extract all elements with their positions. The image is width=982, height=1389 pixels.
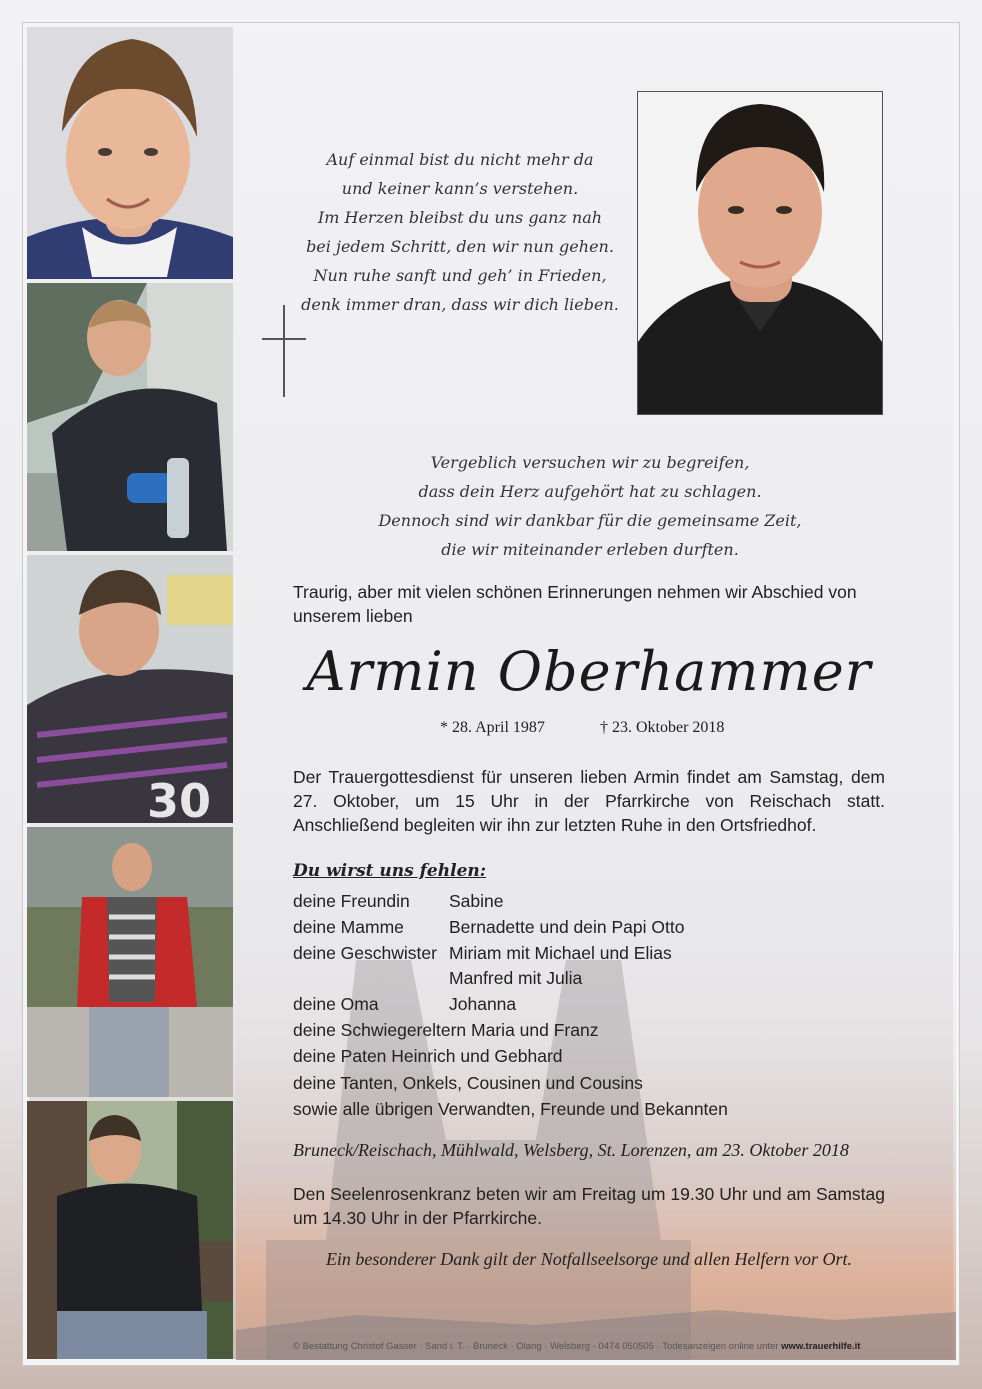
relative-row [293, 917, 684, 938]
relative-row [293, 994, 516, 1015]
service-text [293, 765, 885, 837]
relative-value: Heinrich und Gebhard [391, 1046, 563, 1066]
poem-middle [370, 448, 810, 564]
relative-label: sowie alle übrigen Verwandten, Freunde und Bekannten [293, 1099, 728, 1119]
relative-value: Bernadette und dein Papi Otto [449, 917, 685, 937]
poem-line: bei jedem Schritt, den wir nun gehen. [306, 237, 614, 256]
rosary-paragraph: Den Seelenrosenkranz beten wir am Freitag um 19.30 Uhr und am Samstag um 14.30 Uhr in der Pfarrkirche. [293, 1184, 885, 1228]
place-and-date: Bruneck/Reischach, Mühlwald, Welsberg, St. Lorenzen, am 23. Oktober 2018 [293, 1140, 849, 1160]
relative-row [293, 1099, 728, 1120]
fehlen-heading: Du wirst uns fehlen: [293, 861, 487, 881]
relative-row [293, 1073, 643, 1094]
poem-line: Nun ruhe sanft und geh’ in Frieden, [313, 266, 607, 285]
childhood-photo [27, 27, 233, 279]
main-portrait-photo [637, 91, 883, 415]
poem-line: dass dein Herz aufgehört hat zu schlagen. [418, 482, 762, 501]
intro-text: Traurig, aber mit vielen schönen Erinnerungen nehmen wir Abschied von unserem lieben [293, 582, 857, 626]
relative-row [293, 968, 582, 989]
relative-label: deine Freundin [293, 891, 410, 911]
poem-line: denk immer dran, dass wir dich lieben. [301, 295, 619, 314]
footer [293, 1341, 955, 1352]
relative-label: deine Paten [293, 1046, 387, 1066]
poem-line: Im Herzen bleibst du uns ganz nah [317, 208, 603, 227]
relative-row [293, 891, 504, 912]
svg-text:30: 30 [147, 774, 212, 823]
photo-terrace [27, 283, 233, 551]
footer-link[interactable]: www.trauerhilfe.it [781, 1341, 861, 1352]
relative-label: deine Mamme [293, 917, 404, 937]
relative-label: deine Geschwister [293, 943, 437, 963]
poem-line: Dennoch sind wir dankbar für die gemeinsame Zeit, [378, 511, 802, 530]
relative-label: deine Tanten, Onkels, Cousinen und Cousins [293, 1073, 643, 1093]
relative-row [293, 1020, 598, 1041]
service-paragraph: Der Trauergottesdienst für unseren lieben Armin findet am Samstag, dem 27. Oktober, um 15 Uhr in der Pfarrkirche von Reischach statt. Anschließend begleiten wir ihn zur letzten Ruhe in den Ortsfriedhof. [293, 767, 885, 835]
poem-line: die wir miteinander erleben durften. [441, 540, 739, 559]
photo-red-jacket [27, 827, 233, 1097]
relative-row [293, 1046, 563, 1067]
relative-row [293, 943, 672, 964]
poem-line: Vergeblich versuchen wir zu begreifen, [430, 453, 750, 472]
death-date: † 23. Oktober 2018 [600, 719, 725, 736]
relative-value: Manfred mit Julia [449, 968, 583, 988]
deceased-name: Armin Oberhammer [306, 640, 872, 703]
poem-line: Auf einmal bist du nicht mehr da [326, 150, 594, 169]
poem-top [290, 145, 630, 319]
thanks-text: Ein besonderer Dank gilt der Notfallseelsorge und allen Helfern vor Ort. [325, 1249, 853, 1269]
poem-line: und keiner kann’s verstehen. [341, 179, 579, 198]
photo-striped-shirt [27, 555, 233, 823]
birth-date: * 28. April 1987 [440, 719, 545, 736]
relative-value: Maria und Franz [471, 1020, 599, 1040]
footer-text: © Bestattung Christof Gasser · Sand i. T. · Bruneck · Olang · Welsberg · 0474 050505 · Todesanzeigen online unter [293, 1341, 782, 1352]
relative-value: Johanna [449, 994, 517, 1014]
relative-label: deine Oma [293, 994, 379, 1014]
relative-value: Sabine [449, 891, 504, 911]
relative-value: Miriam mit Michael und Elias [449, 943, 672, 963]
relative-label: deine Schwiegereltern [293, 1020, 467, 1040]
photo-bench [27, 1101, 233, 1359]
rosary-text [293, 1182, 885, 1230]
